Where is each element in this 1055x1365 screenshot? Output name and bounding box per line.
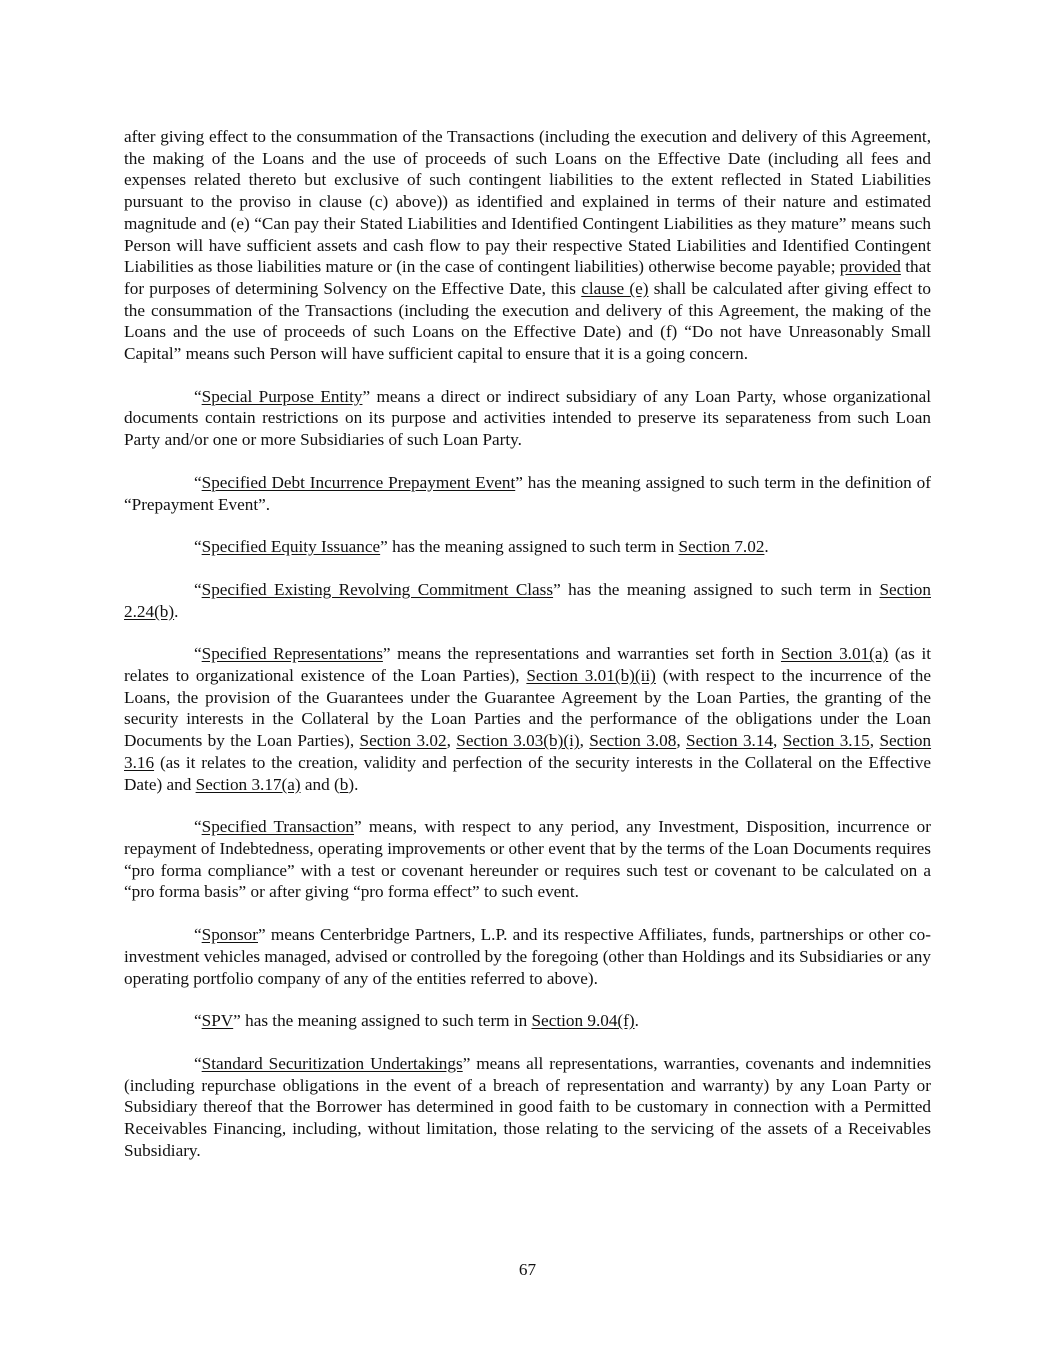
text-run: “ (194, 579, 202, 599)
text-run: ” means all representations, warranties, covenants and indemnities (including repurchase obligations in the event of a breach of representation and warranty) by any Loan Party or Subsidiary thereof that the Borrower has determined in good faith to be customary in connection with a Permitted Receivables Financing, including, without limitation, those relating to the servicing of the assets of a Receivables Subsidiary. (124, 1053, 932, 1160)
text-run: shall be calculated after giving effect to the consummation of the Transactions (including the execution and delivery of this Agreement, the making of the Loans and the use of proceeds of such Loans on the Effective Date) and (f) “Do not have Unreasonably Small Capital” means such Person will have sufficient capital to ensure that it is a going concern. (124, 278, 931, 364)
defined-term-or-reference: Section 3.02 (359, 731, 447, 751)
text-run: . (634, 1011, 639, 1031)
defined-term-or-reference: Section 3.15 (782, 731, 870, 751)
text-run: after giving effect to the consummation of the Transactions (including the execution and delivery of this Agreement, the making of the Loans and the use of proceeds of such Loans on the Effective Date (including all fees and expenses related thereto but exclusive of such contingent liabilities to the extent reflected in Stated Liabilities pursuant to the proviso in clause (c) above)) as identified and explained in terms of their nature and estimated magnitude and (e) “Can pay their Stated Liabilities and Identified Contingent Liabilities as they mature” means such Person will have sufficient assets and cash flow to pay their respective Stated Liabilities and Identified Contingent Liabilities as those liabilities mature or (in the case of contingent liabilities) otherwise become payable; (124, 127, 931, 277)
paragraph-sponsor (124, 924, 931, 989)
text-run: ” has the meaning assigned to such term in the definition of “Prepayment Event”. (124, 472, 931, 514)
text-run: (with respect to the incurrence of the Loans, the provision of the Guarantees under the Guarantee Agreement by the Loan Parties, the granting of the security interests in the Collateral by the Loan Parties and the performance of the obligations under the Loan Documents by the Loan Parties), (124, 666, 931, 751)
text-run: , (773, 731, 783, 751)
defined-term-or-reference: Sponsor (201, 925, 258, 945)
text-run: “ (194, 386, 202, 406)
defined-term-or-reference: provided (839, 257, 901, 277)
paragraph-spv (124, 1010, 931, 1032)
text-run: ). (348, 774, 359, 794)
paragraph-standard-securitization-undertakings (124, 1053, 931, 1162)
defined-term-or-reference: Specified Representations (201, 644, 383, 664)
text-run: “ (194, 537, 202, 557)
text-run: ” has the meaning assigned to such term in (233, 1011, 532, 1031)
defined-term-or-reference: Standard Securitization Undertakings (201, 1053, 463, 1073)
text-run: ” means the representations and warranties set forth in (382, 644, 781, 664)
defined-term-or-reference: Section 3.14 (686, 731, 774, 751)
text-run: and ( (300, 774, 340, 794)
text-run: “ (194, 644, 202, 664)
defined-term-or-reference: Section 3.16 (124, 731, 932, 772)
text-run: “ (194, 817, 202, 837)
defined-term-or-reference: Section 3.17(a) (195, 774, 301, 794)
paragraph-solvency-continued (124, 126, 931, 365)
text-run: , (446, 731, 457, 751)
text-run: ” means a direct or indirect subsidiary of any Loan Party, whose organizational documents contain restrictions on its purpose and activities intended to preserve its separateness from such Loan Party and/or one or more Subsidiaries of such Loan Party. (124, 386, 931, 450)
text-run: , (579, 731, 590, 751)
text-run: “ (194, 1053, 202, 1073)
text-run: . (764, 537, 769, 557)
page-number: 67 (518, 1260, 537, 1279)
document-page (124, 126, 931, 1182)
text-run: ” has the meaning assigned to such term in (553, 579, 880, 599)
text-run: “ (194, 472, 202, 492)
defined-term-or-reference: Section 3.08 (589, 731, 677, 751)
defined-term-or-reference: b (339, 774, 349, 794)
defined-term-or-reference: Specified Existing Revolving Commitment Class (201, 579, 554, 599)
defined-term-or-reference: Specified Equity Issuance (201, 537, 381, 557)
defined-term-or-reference: Section 3.01(b)(ii) (526, 666, 656, 686)
defined-term-or-reference: Section 7.02 (678, 537, 765, 557)
text-run: “ (194, 1011, 202, 1031)
text-run: (as it relates to the creation, validity and perfection of the security interests in the Collateral on the Effective Date) and (124, 752, 931, 794)
defined-term-or-reference: Section 3.01(a) (780, 644, 889, 664)
paragraph-specified-representations (124, 643, 931, 795)
paragraph-specified-equity-issuance (124, 536, 931, 558)
text-run: , (869, 731, 880, 751)
paragraph-special-purpose-entity (124, 386, 931, 451)
defined-term-or-reference: Specified Debt Incurrence Prepayment Event (201, 472, 516, 492)
defined-term-or-reference: SPV (201, 1011, 234, 1031)
text-run: , (676, 731, 687, 751)
text-run: that for purposes of determining Solvency on the Effective Date, this (124, 257, 931, 298)
defined-term-or-reference: Section 3.03(b)(i) (456, 731, 580, 751)
defined-term-or-reference: Special Purpose Entity (201, 386, 363, 406)
text-run: ” means, with respect to any period, any Investment, Disposition, incurrence or repayment of Indebtedness, operating improvements or other event that by the terms of the Loan Documents requires “pro forma compliance” with a test or covenant hereunder or requires such test or covenant to be calculated on a “pro forma basis” or after giving “pro forma effect” to such event. (124, 817, 931, 902)
paragraph-specified-transaction (124, 816, 931, 903)
text-run: (as it relates to organizational existence of the Loan Parties), (124, 644, 931, 686)
paragraph-specified-debt-incurrence-prepayment-event (124, 472, 931, 515)
text-run: . (174, 601, 179, 621)
defined-term-or-reference: Section 2.24(b) (124, 579, 931, 621)
paragraph-specified-existing-revolving-commitment-class (124, 579, 931, 622)
defined-term-or-reference: Section 9.04(f) (531, 1011, 635, 1031)
text-run: “ (194, 925, 202, 945)
defined-term-or-reference: clause (e) (581, 278, 649, 298)
text-run: ” has the meaning assigned to such term in (380, 537, 679, 557)
defined-term-or-reference: Specified Transaction (201, 817, 355, 837)
text-run: ” means Centerbridge Partners, L.P. and its respective Affiliates, funds, partnerships or other co-investment vehicles managed, advised or controlled by the foregoing (other than Holdings and its Subsidiaries or any operating portfolio company of any of the entities referred to above). (124, 925, 931, 988)
